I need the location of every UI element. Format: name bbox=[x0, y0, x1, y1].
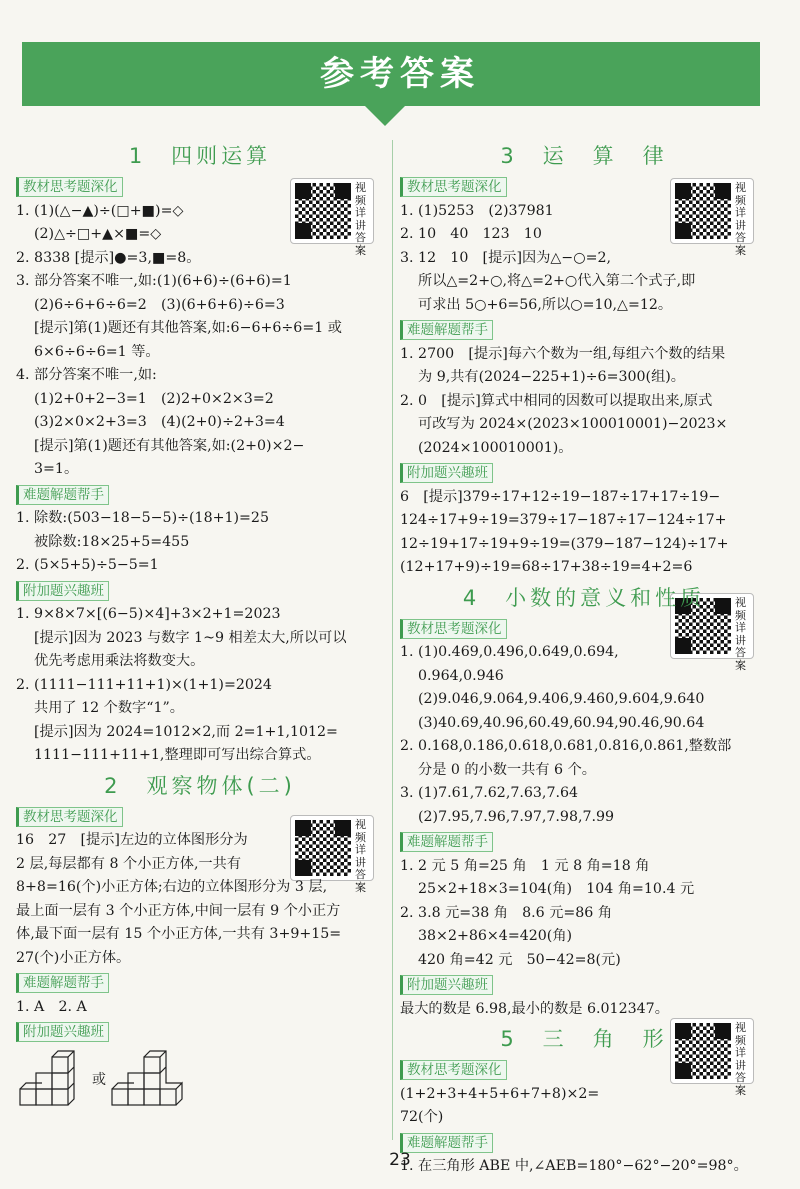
qr-label: 视频详讲答案 bbox=[735, 1021, 746, 1097]
answer-line: 1. (1)0.469,0.496,0.649,0.694, bbox=[400, 644, 619, 660]
answer-line: 2. 0.168,0.186,0.618,0.681,0.816,0.861,整数部 bbox=[400, 738, 732, 754]
answer-line: 2. 3.8 元=38 角 8.6 元=86 角 bbox=[400, 904, 613, 921]
answer-line: 3. 部分答案不唯一,如:(1)(6+6)÷(6+6)=1 bbox=[16, 273, 292, 289]
answer-line: [提示]因为 2023 与数字 1~9 相差太大,所以可以 bbox=[34, 629, 347, 646]
hint-label: 提示 bbox=[39, 629, 68, 646]
answer-line: (3)2×0×2+3=3 (4)(2+0)÷2+3=4 bbox=[34, 414, 285, 430]
answer-line: 1. (1)(△−▲)÷(□+■)=◇ bbox=[16, 202, 184, 219]
qr-label: 视频详讲答案 bbox=[355, 818, 366, 894]
right-column bbox=[400, 138, 768, 1179]
answer-line: 最大的数是 6.98,最小的数是 6.012347。 bbox=[400, 1000, 669, 1017]
section-tag: 难题解题帮手 bbox=[16, 485, 109, 505]
answer-text: 16 27 bbox=[16, 832, 81, 848]
answer-line: 2. 10 40 123 10 bbox=[400, 226, 542, 242]
section-tag: 教材思考题深化 bbox=[400, 619, 507, 639]
answer-line: (2)△÷□+▲×■=◇ bbox=[34, 226, 162, 242]
section-title: 1 四则运算 bbox=[128, 144, 272, 168]
answer-line: [提示]第(1)题还有其他答案,如:(2+0)×2− bbox=[34, 437, 305, 454]
answer-line: 8+8=16(个)小正方体;右边的立体图形分为 3 层, bbox=[16, 879, 328, 895]
page-title: 参考答案 bbox=[320, 54, 480, 94]
answer-line: 1. 在三角形 ABE 中,∠AEB=180°−62°−20°=98°。 bbox=[400, 1158, 748, 1174]
section-title: 4 小数的意义和性质 bbox=[462, 585, 706, 610]
section-title: 5 三 角 形 bbox=[500, 1027, 668, 1051]
answer-text: 算式中相同的因数可以提取出来,原式 bbox=[480, 392, 713, 409]
section-title: 3 运 算 律 bbox=[500, 144, 668, 168]
answer-line: 分是 0 的小数一共有 6 个。 bbox=[418, 761, 596, 778]
section-tag: 难题解题帮手 bbox=[16, 973, 109, 993]
answer-line: (1+2+3+4+5+6+7+8)×2= bbox=[400, 1085, 600, 1102]
answer-text: 第(1)题还有其他答案,如:(2+0)×2− bbox=[73, 437, 305, 454]
answer-line: 4. 部分答案不唯一,如: bbox=[16, 367, 157, 383]
answer-line: 2. (5×5+5)÷5−5=1 bbox=[16, 557, 159, 573]
answer-text: 左边的立体图形分为 bbox=[119, 832, 248, 848]
answer-text: 379÷17+12÷19−187÷17+17÷19− bbox=[462, 488, 721, 505]
answer-line: 2 层,每层都有 8 个小正方体,一共有 bbox=[16, 855, 242, 872]
answer-line: 420 角=42 元 50−42=8(元) bbox=[418, 951, 621, 968]
answer-line: 共用了 12 个数字“1”。 bbox=[34, 700, 184, 716]
answer-text: 因为 2023 与数字 1~9 相差太大,所以可以 bbox=[73, 629, 347, 646]
answer-text: 6 bbox=[400, 488, 424, 505]
answer-line: 2. (1111−111+11+1)×(1+1)=2024 bbox=[16, 676, 272, 693]
answer-line: 1. 9×8×7×[(6−5)×4]+3×2+1=2023 bbox=[16, 606, 281, 622]
section-tag: 附加题兴趣班 bbox=[400, 975, 493, 995]
qr-label: 视频详讲答案 bbox=[355, 181, 366, 257]
cube-figure-right bbox=[112, 1051, 182, 1105]
answer-line: 为 9,共有(2024−225+1)÷6=300(组)。 bbox=[418, 369, 685, 385]
answer-line: 3. (1)7.61,7.62,7.63,7.64 bbox=[400, 785, 579, 801]
section-tag: 教材思考题深化 bbox=[16, 807, 123, 827]
answer-text: 第(1)题还有其他答案,如:6−6+6÷6=1 或 bbox=[73, 320, 342, 336]
answer-line: 38×2+86×4=420(角) bbox=[418, 928, 573, 944]
answer-line: 124÷17+9÷19=379÷17−187÷17−124÷17+ bbox=[400, 512, 727, 528]
hint-label: 提示 bbox=[488, 249, 517, 266]
answer-line: 可改写为 2024×(2023×100010001)−2023× bbox=[418, 416, 728, 432]
answer-line: (2024×100010001)。 bbox=[418, 439, 573, 456]
section-tag: 附加题兴趣班 bbox=[16, 1022, 109, 1042]
hint-label: 提示 bbox=[39, 723, 68, 740]
answer-line: (2)7.95,7.96,7.97,7.98,7.99 bbox=[418, 808, 615, 825]
answer-line: [提示]因为 2024=1012×2,而 2=1+1,1012= bbox=[34, 723, 338, 740]
answer-line: 1. 除数:(503−18−5−5)÷(18+1)=25 bbox=[16, 510, 269, 526]
left-column bbox=[16, 138, 384, 1115]
page-number: 23 bbox=[389, 1150, 411, 1170]
section-tag: 难题解题帮手 bbox=[400, 320, 493, 340]
answer-line: 最上面一层有 3 个小正方体,中间一层有 9 个小正方 bbox=[16, 902, 341, 919]
answer-line: 2. 0 [提示]算式中相同的因数可以提取出来,原式 bbox=[400, 392, 713, 409]
answer-text: 1. 2700 bbox=[400, 345, 469, 362]
answer-text: 因为△−○=2, bbox=[522, 249, 611, 266]
column-divider bbox=[392, 140, 393, 1140]
answer-text: 因为 2024=1012×2,而 2=1+1,1012= bbox=[73, 723, 338, 740]
answer-line: 72(个) bbox=[400, 1109, 444, 1125]
section-title: 2 观察物体(二) bbox=[104, 773, 296, 798]
section-tag: 难题解题帮手 bbox=[400, 832, 493, 852]
answer-line: (3)40.69,40.96,60.49,60.94,90.46,90.64 bbox=[418, 714, 705, 731]
cube-figures bbox=[16, 1045, 384, 1115]
header-banner-tip bbox=[363, 104, 407, 126]
answer-line: (2)6÷6+6÷6=2 (3)(6+6+6)÷6=3 bbox=[34, 296, 285, 313]
answer-line: 1. 2 元 5 角=25 角 1 元 8 角=18 角 bbox=[400, 857, 650, 874]
answer-text: 2. 8338 bbox=[16, 249, 75, 266]
answer-text: 每六个数为一组,每组六个数的结果 bbox=[507, 345, 726, 362]
answer-line: 12÷19+17÷19+9÷19=(379−187−124)÷17+ bbox=[400, 535, 729, 552]
answer-line: 0.964,0.946 bbox=[418, 667, 504, 684]
section-tag: 教材思考题深化 bbox=[400, 1060, 507, 1080]
or-label: 或 bbox=[92, 1071, 106, 1088]
hint-label: 提示 bbox=[80, 249, 109, 266]
answer-line: 1. A 2. A bbox=[16, 998, 87, 1015]
qr-label: 视频详讲答案 bbox=[735, 596, 746, 672]
section-tag: 教材思考题深化 bbox=[400, 177, 507, 197]
hint-label: 提示 bbox=[428, 488, 458, 505]
answer-line: 优先考虑用乘法将数变大。 bbox=[34, 653, 205, 669]
answer-line: [提示]第(1)题还有其他答案,如:6−6+6÷6=1 或 bbox=[34, 320, 342, 336]
answer-line: 3=1。 bbox=[34, 461, 79, 477]
hint-label: 提示 bbox=[86, 832, 115, 848]
section-tag: 难题解题帮手 bbox=[400, 1133, 493, 1153]
answer-line: 6×6÷6÷6=1 等。 bbox=[34, 343, 160, 360]
qr-label: 视频详讲答案 bbox=[735, 181, 746, 257]
answer-text: 3. 12 10 bbox=[400, 249, 483, 266]
answer-text: ●=3,■=8。 bbox=[114, 249, 201, 266]
answer-text: 2. 0 bbox=[400, 392, 442, 409]
answer-line: (1)2+0+2−3=1 (2)2+0×2×3=2 bbox=[34, 390, 274, 407]
section-tag: 教材思考题深化 bbox=[16, 177, 123, 197]
section-tag: 附加题兴趣班 bbox=[16, 581, 109, 601]
answer-line: 1111−111+11+1,整理即可写出综合算式。 bbox=[34, 747, 321, 763]
answer-line: 被除数:18×25+5=455 bbox=[34, 533, 190, 550]
cube-figure-left bbox=[20, 1051, 74, 1105]
answer-line: 体,最下面一层有 15 个小正方体,一共有 3+9+15= bbox=[16, 926, 342, 942]
answer-line: (12+17+9)÷19=68÷17+38÷19=4+2=6 bbox=[400, 559, 693, 575]
answer-line: 1. (1)5253 (2)37981 bbox=[400, 202, 554, 219]
answer-line: 可求出 5○+6=56,所以○=10,△=12。 bbox=[418, 296, 673, 313]
hint-label: 提示 bbox=[446, 392, 476, 409]
answer-line: (2)9.046,9.064,9.406,9.460,9.604,9.640 bbox=[418, 691, 705, 707]
answer-line: 6 [提示]379÷17+12÷19−187÷17+17÷19− bbox=[400, 488, 721, 505]
hint-label: 提示 bbox=[39, 320, 68, 336]
answer-line: 3. 12 10 [提示]因为△−○=2, bbox=[400, 249, 611, 266]
hint-label: 提示 bbox=[473, 345, 503, 362]
answer-line: 27(个)小正方体。 bbox=[16, 949, 131, 966]
answer-line: 所以△=2+○,将△=2+○代入第二个式子,即 bbox=[418, 273, 696, 289]
section-tag: 附加题兴趣班 bbox=[400, 463, 493, 483]
answer-line: 2. 8338 [提示]●=3,■=8。 bbox=[16, 249, 201, 266]
answer-line: 25×2+18×3=104(角) 104 角=10.4 元 bbox=[418, 881, 695, 897]
answer-line: 16 27 [提示]左边的立体图形分为 bbox=[16, 832, 248, 848]
answer-line: 1. 2700 [提示]每六个数为一组,每组六个数的结果 bbox=[400, 345, 726, 362]
hint-label: 提示 bbox=[39, 437, 68, 454]
